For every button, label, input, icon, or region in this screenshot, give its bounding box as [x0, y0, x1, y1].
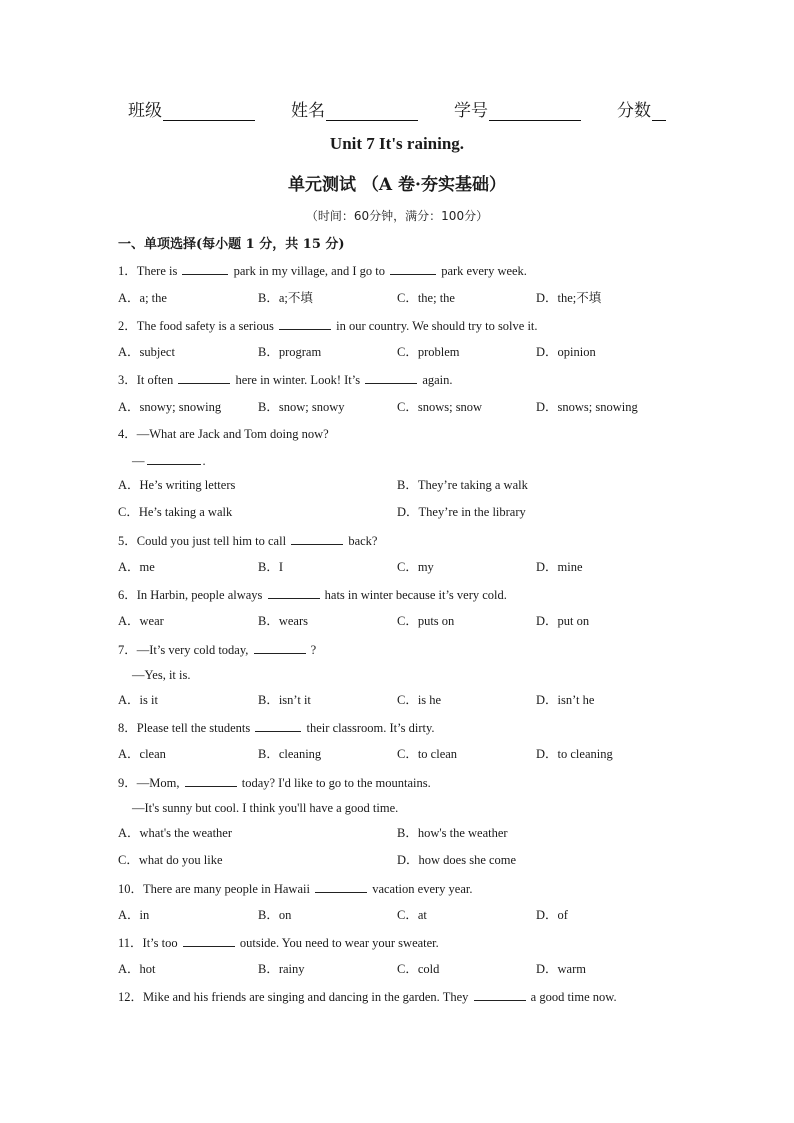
- option-a[interactable]: A．clean: [118, 747, 166, 761]
- answer-blank[interactable]: [365, 371, 417, 384]
- option-b[interactable]: B．program: [258, 345, 322, 359]
- option-b[interactable]: B．I: [258, 560, 284, 574]
- answer-blank[interactable]: [474, 988, 526, 1001]
- class-field: [128, 96, 255, 121]
- option-c[interactable]: C．what do you like: [118, 853, 223, 867]
- answer-blank[interactable]: [185, 774, 237, 787]
- name-input-line[interactable]: [326, 102, 418, 121]
- answer-line: — .: [132, 454, 206, 468]
- option-d[interactable]: D．opinion: [536, 345, 596, 359]
- question-10: 10．There are many people in Hawaii vacation every year.: [118, 882, 473, 896]
- answer-blank[interactable]: [291, 532, 343, 545]
- option-d[interactable]: D．of: [536, 908, 568, 922]
- option-c[interactable]: C．He’s taking a walk: [118, 505, 233, 519]
- question-7: 7．—It’s very cold today, ?: [118, 643, 317, 657]
- question-5: 5．Could you just tell him to call back?: [118, 534, 378, 548]
- time-info: （时间：60分钟，满分：100分）: [305, 209, 489, 223]
- class-label: 班级: [128, 101, 162, 121]
- option-c[interactable]: C．is he: [397, 693, 442, 707]
- answer-blank[interactable]: [279, 317, 331, 330]
- option-c[interactable]: C．at: [397, 908, 427, 922]
- answer-blank[interactable]: [268, 586, 320, 599]
- option-b[interactable]: B．isn’t it: [258, 693, 311, 707]
- answer-blank[interactable]: [178, 371, 230, 384]
- test-subtitle: 单元测试 （A 卷·夯实基础）: [288, 175, 506, 195]
- answer-blank[interactable]: [182, 262, 228, 275]
- option-d[interactable]: D．isn’t he: [536, 693, 595, 707]
- answer-blank[interactable]: [315, 880, 367, 893]
- option-a[interactable]: A．what's the weather: [118, 826, 233, 840]
- option-d[interactable]: D．They’re in the library: [397, 505, 526, 519]
- option-a[interactable]: A．me: [118, 560, 155, 574]
- option-a[interactable]: A．is it: [118, 693, 158, 707]
- option-b[interactable]: B．how's the weather: [397, 826, 508, 840]
- question-11: 11．It’s too outside. You need to wear your sweater.: [118, 936, 439, 950]
- unit-title: Unit 7 It's raining.: [329, 134, 465, 153]
- student-id-input-line[interactable]: [489, 102, 581, 121]
- option-c[interactable]: C．puts on: [397, 614, 455, 628]
- option-a[interactable]: A．hot: [118, 962, 156, 976]
- class-input-line[interactable]: [163, 102, 255, 121]
- answer-blank[interactable]: [147, 452, 201, 465]
- student-id-label: 学号: [454, 101, 488, 121]
- option-b[interactable]: B．They’re taking a walk: [397, 478, 528, 492]
- student-info-line: [0, 96, 794, 121]
- section-title: 一、单项选择(每小题 1 分，共 15 分): [118, 237, 345, 252]
- option-c[interactable]: C．snows; snow: [397, 400, 483, 414]
- question-8: 8．Please tell the students their classroom. It’s dirty.: [118, 721, 435, 735]
- answer-blank[interactable]: [390, 262, 436, 275]
- option-d[interactable]: D．how does she come: [397, 853, 517, 867]
- option-c[interactable]: C．to clean: [397, 747, 458, 761]
- question-12: 12．Mike and his friends are singing and dancing in the garden. They a good time now.: [118, 990, 617, 1004]
- option-a[interactable]: A．in: [118, 908, 150, 922]
- answer-line: —It's sunny but cool. I think you'll have a good time.: [132, 801, 399, 815]
- option-d[interactable]: D．mine: [536, 560, 583, 574]
- option-b[interactable]: B．a;不填: [258, 291, 313, 305]
- option-c[interactable]: C．the; the: [397, 291, 455, 305]
- option-a[interactable]: A．snowy; snowing: [118, 400, 222, 414]
- option-a[interactable]: A．wear: [118, 614, 164, 628]
- question-2: 2．The food safety is a serious in our country. We should try to solve it.: [118, 319, 538, 333]
- question-3: 3．It often here in winter. Look! It’s again.: [118, 373, 453, 387]
- option-b[interactable]: B．rainy: [258, 962, 305, 976]
- option-b[interactable]: B．snow; snowy: [258, 400, 345, 414]
- answer-blank[interactable]: [254, 641, 306, 654]
- option-c[interactable]: C．cold: [397, 962, 440, 976]
- option-b[interactable]: B．wears: [258, 614, 308, 628]
- score-input-line[interactable]: [652, 102, 666, 121]
- option-c[interactable]: C．problem: [397, 345, 460, 359]
- option-d[interactable]: D．to cleaning: [536, 747, 613, 761]
- student-id-field: [454, 96, 581, 121]
- option-b[interactable]: B．on: [258, 908, 292, 922]
- option-c[interactable]: C．my: [397, 560, 434, 574]
- option-b[interactable]: B．cleaning: [258, 747, 322, 761]
- answer-blank[interactable]: [183, 934, 235, 947]
- question-4: 4．—What are Jack and Tom doing now?: [118, 427, 329, 441]
- question-6: 6．In Harbin, people always hats in winter because it’s very cold.: [118, 588, 507, 602]
- option-a[interactable]: A．He’s writing letters: [118, 478, 236, 492]
- option-d[interactable]: D．the;不填: [536, 291, 602, 305]
- score-label: 分数: [617, 101, 651, 121]
- score-field: [617, 96, 666, 121]
- name-field: [291, 96, 418, 121]
- option-a[interactable]: A．a; the: [118, 291, 167, 305]
- answer-blank[interactable]: [255, 719, 301, 732]
- question-9: 9．—Mom, today? I'd like to go to the mountains.: [118, 776, 431, 790]
- option-a[interactable]: A．subject: [118, 345, 175, 359]
- option-d[interactable]: D．put on: [536, 614, 590, 628]
- answer-line: —Yes, it is.: [132, 668, 191, 682]
- option-d[interactable]: D．warm: [536, 962, 586, 976]
- option-d[interactable]: D．snows; snowing: [536, 400, 638, 414]
- question-1: 1．There is park in my village, and I go to park every week.: [118, 264, 527, 278]
- name-label: 姓名: [291, 101, 325, 121]
